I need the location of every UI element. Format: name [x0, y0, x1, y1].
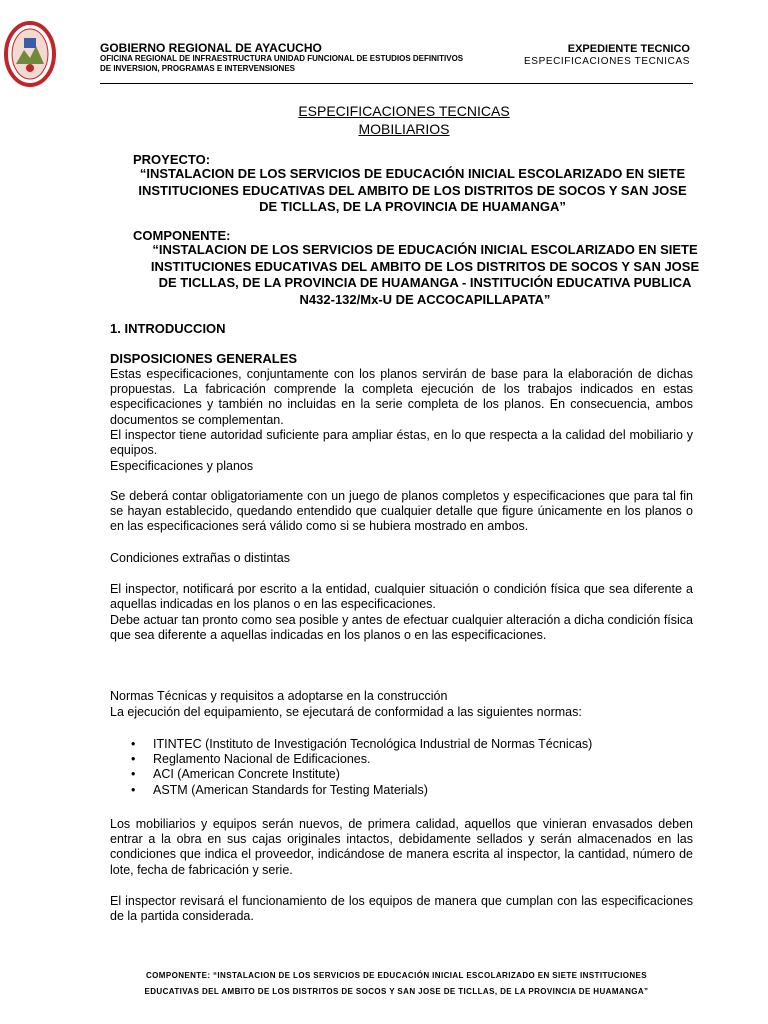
footer-line-1: COMPONENTE: “INSTALACION DE LOS SERVICIOS DE EDUCACIÓN INICIAL ESCOLARIZADO EN SIETE INSTITUCIONES [145, 971, 647, 980]
list-item: • Reglamento Nacional de Edificaciones. [131, 752, 691, 767]
footer-line-2: EDUCATIVAS DEL AMBITO DE LOS DISTRITOS DE SOCOS Y SAN JOSE DE TICLLAS, DE LA PROVINCIA DE HUAMANGA” [144, 987, 649, 996]
list-item: • ACI (American Concrete Institute) [131, 767, 691, 782]
doc-type: EXPEDIENTE TECNICO [567, 43, 690, 55]
paragraph-7: Los mobiliarios y equipos serán nuevos, de primera calidad, aquellos que vinieran envasados deben entrar a la obra en sus cajas originales intactos, debidamente sellados y serán almacenados en las condiciones que indica el proveedor, indicándose de manera escrita al inspector, la cantidad, número de lote, fecha de fabricación y serie. [110, 817, 693, 877]
normas-list [131, 737, 691, 798]
office-line-1: OFICINA REGIONAL DE INFRAESTRUCTURA UNIDAD FUNCIONAL DE ESTUDIOS DEFINITIVOS [100, 54, 464, 63]
paragraph-2: El inspector tiene autoridad suficiente para ampliar éstas, en lo que respecta a la calidad del mobiliario y equipos. [110, 428, 693, 458]
componente-label: COMPONENTE: [133, 228, 231, 243]
paragraph-6: La ejecución del equipamiento, se ejecutará de conformidad a las siguientes normas: [110, 705, 582, 719]
doc-subtype: ESPECIFICACIONES TECNICAS [524, 56, 690, 67]
org-name: GOBIERNO REGIONAL DE AYACUCHO [100, 41, 322, 55]
list-item: • ITINTEC (Instituto de Investigación Tecnológica Industrial de Normas Técnicas) [131, 737, 691, 752]
paragraph-5: Debe actuar tan pronto como sea posible y antes de efectuar cualquier alteración a dicha condición física que sea diferente a aquellas indicadas en los planos o en las especificaciones. [110, 613, 693, 643]
regional-seal-logo [4, 20, 56, 88]
doc-subtitle: MOBILIARIOS [358, 121, 450, 137]
proyecto-label: PROYECTO: [133, 152, 211, 167]
disposiciones-heading: DISPOSICIONES GENERALES [110, 351, 298, 366]
doc-title: ESPECIFICACIONES TECNICAS [298, 103, 510, 119]
proyecto-text: “INSTALACION DE LOS SERVICIOS DE EDUCACIÓN INICIAL ESCOLARIZADO EN SIETE INSTITUCIONES EDUCATIVAS DEL AMBITO DE LOS DISTRITOS DE SOCOS Y SAN JOSE DE TICLLAS, DE LA PROVINCIA DE HUAMANGA” [138, 166, 687, 214]
intro-heading: 1. INTRODUCCION [110, 321, 226, 336]
componente-text: “INSTALACION DE LOS SERVICIOS DE EDUCACIÓN INICIAL ESCOLARIZADO EN SIETE INSTITUCIONES EDUCATIVAS DEL AMBITO DE LOS DISTRITOS DE SOCOS Y SAN JOSE DE TICLLAS, DE LA PROVINCIA DE HUAMANGA - INSTITUCIÓN EDUCATIVA PUBLICA N432-132/Mx-U DE ACCOCAPILLAPATA” [150, 242, 700, 307]
paragraph-8: El inspector revisará el funcionamiento de los equipos de manera que cumplan con las especificaciones de la partida considerada. [110, 894, 693, 924]
subheading-normas: Normas Técnicas y requisitos a adoptarse en la construcción [110, 689, 448, 703]
header-divider [100, 83, 693, 84]
paragraph-1: Estas especificaciones, conjuntamente con los planos servirán de base para la elaboración de dichas propuestas. La fabricación comprende la completa ejecución de los trabajos indicados en estas especificaciones y también no incluidas en la serie completa de los planos. En consecuencia, ambos documentos se complementan. [110, 367, 693, 427]
paragraph-3: Se deberá contar obligatoriamente con un juego de planos completos y especificaciones que para tal fin se hayan establecido, quedando entendido que cualquier detalle que figure únicamente en los planos o en las especificaciones será válido como si se hubiera mostrado en ambos. [110, 489, 693, 534]
page-footer [100, 968, 693, 1000]
office-name [100, 54, 530, 74]
paragraph-4: El inspector, notificará por escrito a la entidad, cualquier situación o condición física que sea diferente a aquellas indicadas en los planos o en las especificaciones. [110, 582, 693, 612]
subheading-condiciones: Condiciones extrañas o distintas [110, 551, 290, 565]
list-item: • ASTM (American Standards for Testing Materials) [131, 783, 691, 798]
subheading-planos: Especificaciones y planos [110, 459, 254, 473]
office-line-2: DE INVERSION, PROGRAMAS E INTERVENSIONES [100, 64, 295, 73]
